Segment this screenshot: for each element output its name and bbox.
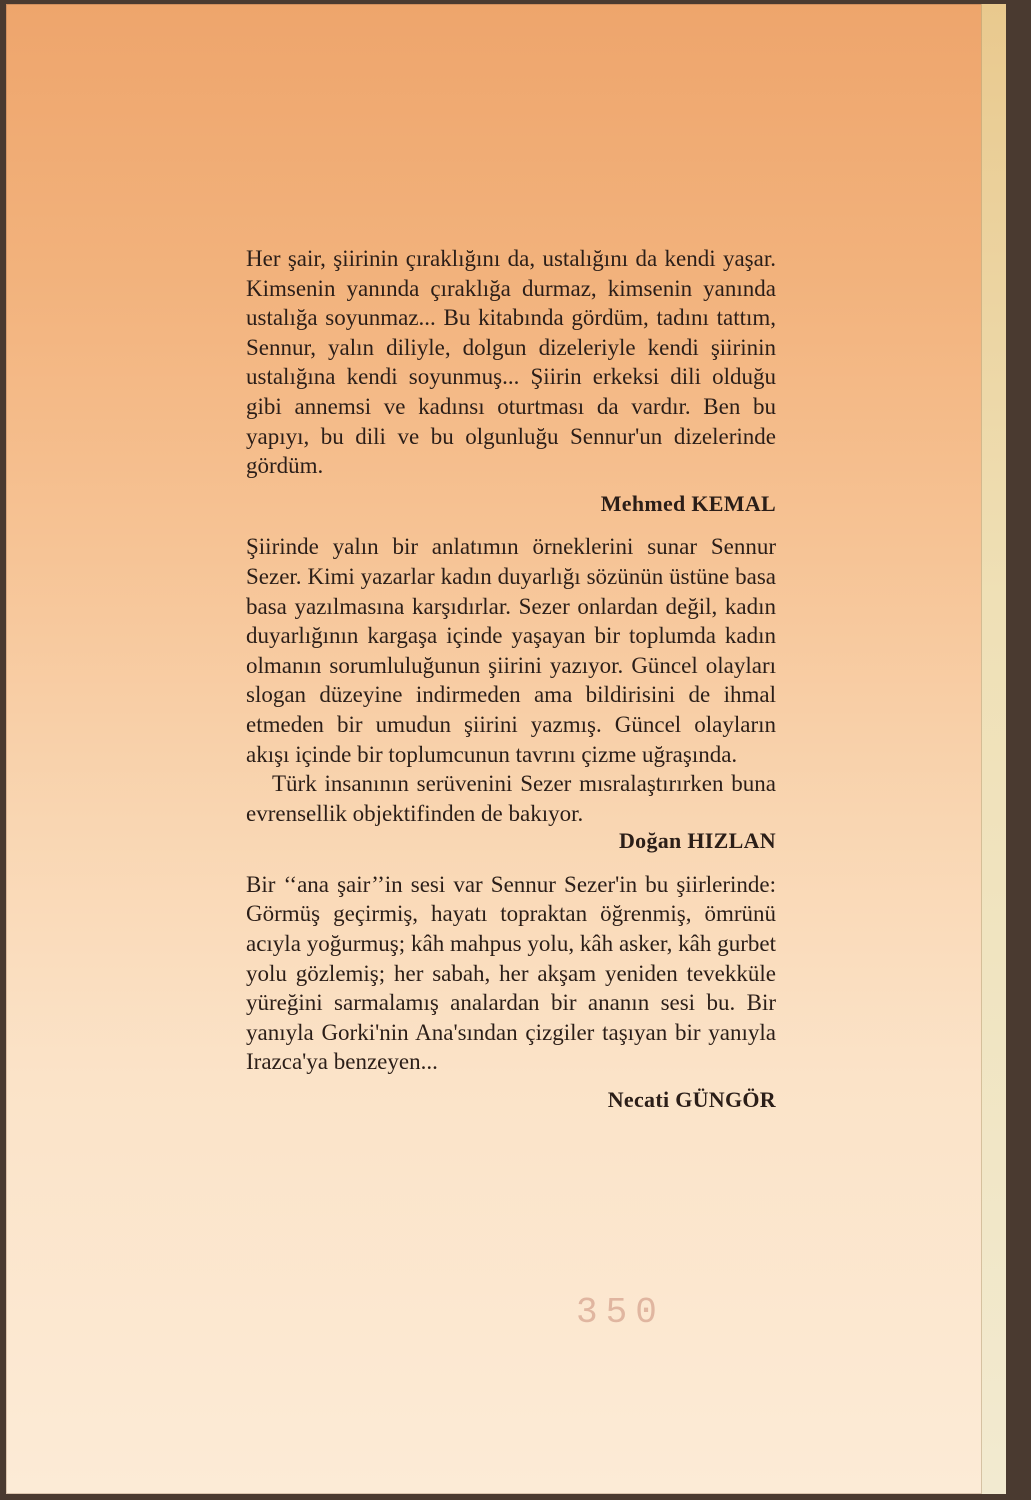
quote-paragraph: Türk insanının serüvenini Sezer mısralaştırırken buna evrensellik objektifinden de bakıyor. <box>246 771 776 826</box>
book-back-cover <box>6 4 1006 1494</box>
quote-paragraph: Her şair, şiirinin çıraklığını da, ustalığını da kendi yaşar. Kimsenin yanında çıraklığa durmaz, kimsenin yanında ustalığa soyunmaz... Bu kitabında gördüm, tadını tattım, Sennur, yalın diliyle, dolgun dizeleriyle kendi şiirinin ustalığına kendi soyunmuş... Şiirin erkeksi dili olduğu gibi annemsi ve kadınsı oturtması da vardır. Ben bu yapıyı, bu dili ve bu olgunluğu Sennur'un dizelerinde gördüm. <box>246 246 776 479</box>
quote-author: Mehmed KEMAL <box>600 490 776 516</box>
quote-author: Doğan HIZLAN <box>618 828 776 854</box>
price-stamp: 350 <box>576 1292 665 1333</box>
quote-paragraph: Şiirinde yalın bir anlatımın örneklerini sunar Sennur Sezer. Kimi yazarlar kadın duyarlığı sözünün üstüne basa basa yazılmasına karşıdırlar. Sezer onlardan değil, kadın duyarlığının kargaşa içinde yaşayan bir toplumda kadın olmanın sorumluluğunun şiirini yazıyor. Güncel olayları slogan düzeyine indirmeden ama bildirisini de ihmal etmeden bir umudun şiirini yazmış. Güncel olayların akışı içinde bir toplumcunun tavrını çizme uğraşında. <box>246 534 776 767</box>
blurb-text-block <box>246 244 776 1129</box>
quote-paragraph: Bir ‘‘ana şair’’in sesi var Sennur Sezer'in bu şiirlerinde: Görmüş geçirmiş, hayatı topraktan öğrenmiş, ömrünü acıyla yoğurmuş; kâh mahpus yolu, kâh asker, kâh gurbet yolu gözlemiş; her sabah, her akşam yeniden tevekküle yüreğini sarmalamış analardan bir ananın sesi bu. Bir yanıyla Gorki'nin Ana'sından çizgiler taşıyan bir yanıyla Irazca'ya benzeyen... <box>246 871 776 1075</box>
book-spine-edge <box>981 4 1006 1494</box>
quote-author: Necati GÜNGÖR <box>607 1087 776 1113</box>
